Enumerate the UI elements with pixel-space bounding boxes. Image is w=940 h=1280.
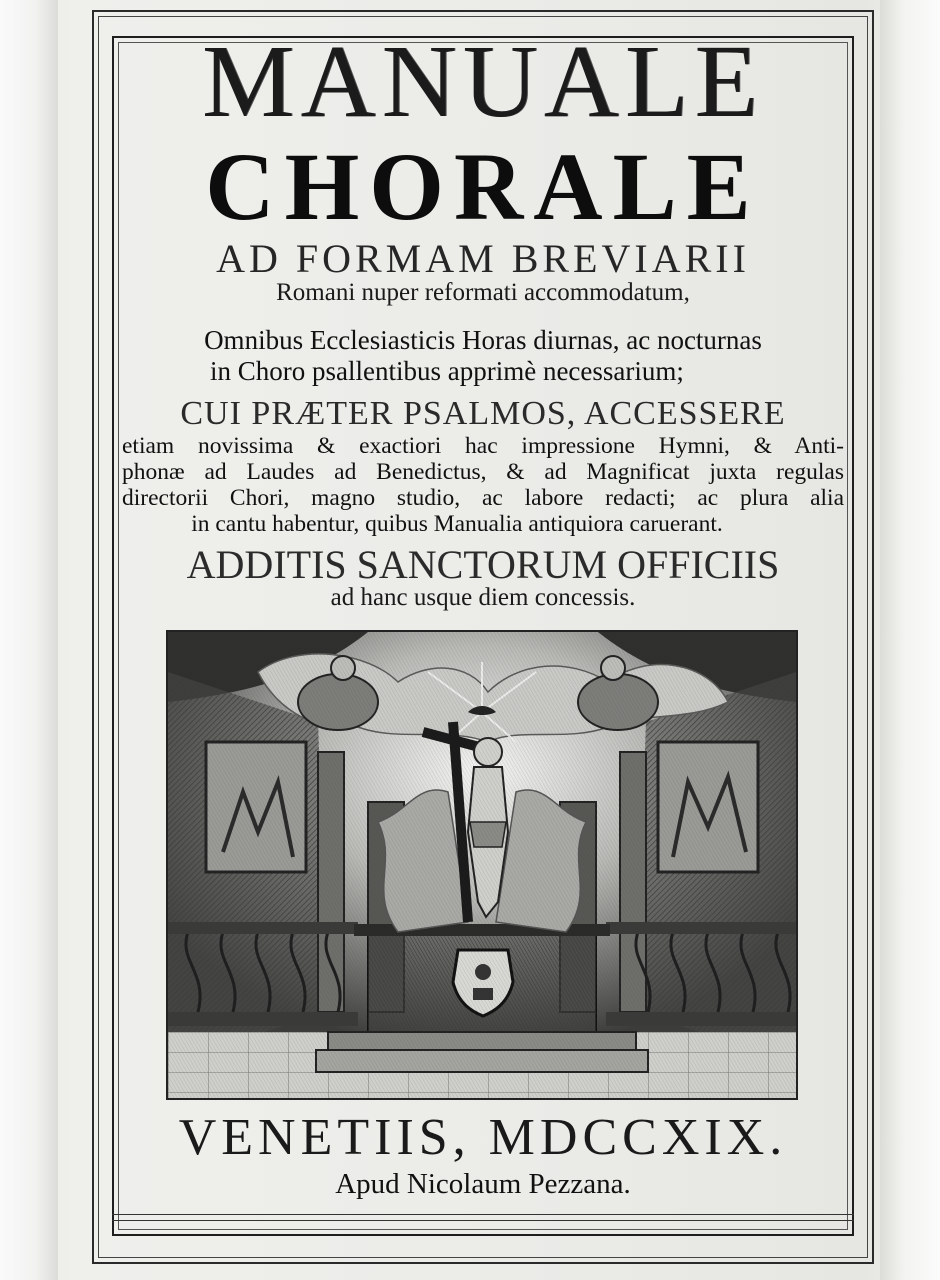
imprint-place-date: VENETIIS, MDCCXIX. xyxy=(178,1110,788,1166)
title-manuale: MANUALE xyxy=(202,30,764,134)
text-ad-hanc: ad hanc usque diem concessis. xyxy=(330,584,636,611)
page-right-margin xyxy=(880,0,940,1280)
text-phonae: phonæ ad Laudes ad Benedictus, & ad Magnificat juxta regulas xyxy=(122,459,844,485)
title-chorale: CHORALE xyxy=(205,138,761,236)
subtitle-ad-formam: AD FORMAM BREVIARII xyxy=(216,238,750,280)
heading-additis: ADDITIS SANCTORUM OFFICIIS xyxy=(186,543,780,587)
text-omnibus: Omnibus Ecclesiasticis Horas diurnas, ac nocturnas xyxy=(204,325,762,355)
imprint-printer: Apud Nicolaum Pezzana. xyxy=(335,1168,631,1200)
text-etiam: etiam novissima & exactiori hac impressione Hymni, & Anti- xyxy=(122,433,844,459)
page-left-margin xyxy=(0,0,58,1280)
bottom-rule xyxy=(112,1214,854,1215)
engraving-artwork xyxy=(168,632,796,1098)
text-in-cantu: in cantu habentur, quibus Manualia antiquiora caruerant. xyxy=(191,511,723,537)
text-directorii: directorii Chori, magno studio, ac labore redacti; ac plura alia xyxy=(122,485,844,511)
heading-cui-praeter: CUI PRÆTER PSALMOS, ACCESSERE xyxy=(180,396,786,432)
bottom-rule-fine xyxy=(112,1220,854,1221)
engraving-illustration xyxy=(166,630,798,1100)
subtitle-romani: Romani nuper reformati accommodatum, xyxy=(276,279,690,306)
text-in-choro: in Choro psallentibus apprimè necessarium; xyxy=(210,356,684,386)
